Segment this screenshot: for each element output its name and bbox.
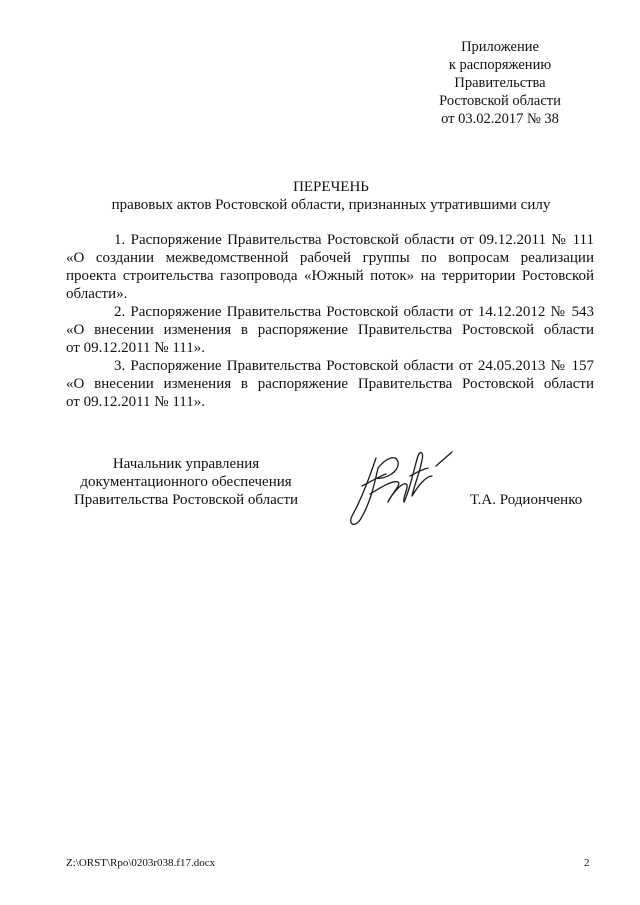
list-item [66, 231, 594, 303]
signer-position [66, 455, 306, 509]
list-item-line: 2. Распоряжение Правительства Ростовской области от 14.12.2012 № 543 [114, 304, 594, 320]
signee-name: Т.А. Родионченко [470, 492, 583, 508]
signer-line-1: Начальник управления [112, 456, 260, 472]
appendix-line-4: Ростовской области [439, 93, 561, 109]
document-title: ПЕРЕЧЕНЬ [293, 179, 369, 195]
list-item-line: «О внесении изменения в распоряжение Правительства Ростовской области [66, 376, 594, 392]
appendix-line-2: к распоряжению [448, 57, 552, 73]
list-item-line: области». [66, 286, 128, 302]
handwritten-signature [340, 446, 456, 530]
file-path: Z:\ORST\Rpo\0203r038.f17.docx [66, 857, 216, 869]
list-item-line: «О внесении изменения в распоряжение Правительства Ростовской области [66, 322, 594, 338]
list-item [66, 357, 594, 411]
document-subtitle: правовых актов Ростовской области, признанных утратившими силу [111, 197, 551, 213]
appendix-line-3: Правительства [454, 75, 546, 91]
list-item-line: проекта строительства газопровода «Южный поток» на территории Ростовской [66, 268, 594, 284]
list-item-line: от 09.12.2011 № 111». [66, 340, 205, 356]
appendix-line-1: Приложение [461, 39, 539, 55]
list-item-line: «О создании межведомственной рабочей группы по вопросам реализации [66, 250, 594, 266]
signer-line-3: Правительства Ростовской области [73, 492, 299, 508]
appendix-header [400, 38, 600, 128]
appendix-line-5: от 03.02.2017 № 38 [441, 111, 559, 127]
list-item-line: от 09.12.2011 № 111». [66, 394, 205, 410]
signer-line-2: документационного обеспечения [80, 474, 292, 490]
list-item [66, 303, 594, 357]
acts-list [66, 231, 594, 411]
document-heading [62, 178, 600, 214]
list-item-line: 1. Распоряжение Правительства Ростовской области от 09.12.2011 № 111 [114, 232, 594, 248]
page-number: 2 [584, 857, 590, 869]
list-item-line: 3. Распоряжение Правительства Ростовской области от 24.05.2013 № 157 [114, 358, 594, 374]
